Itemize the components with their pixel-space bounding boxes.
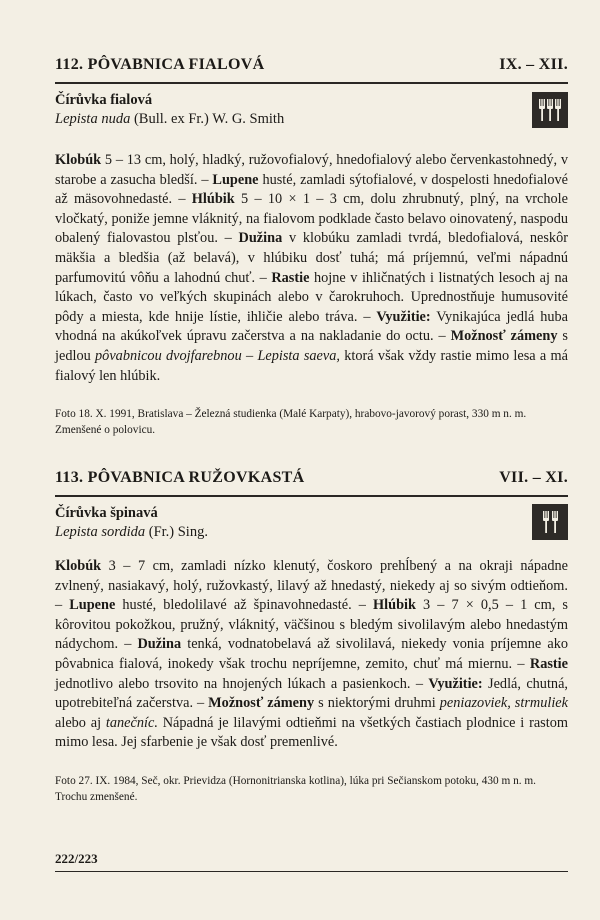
- field-label: Rastie: [271, 269, 310, 286]
- season-range: VII. – XI.: [499, 469, 568, 486]
- field-label: Možnosť zámeny: [208, 695, 315, 712]
- species-reference: tanečníc.: [105, 714, 158, 731]
- field-label: Dužina: [238, 230, 283, 247]
- field-text: Nápadná je lilavými odtieňmi na všetkých častiach plodnice i rastom mimo lesa. Jej sfarbenie je však dosť premenlivé.: [55, 714, 568, 751]
- species-title: 113. PÔVABNICA RUŽOVKASTÁ: [55, 469, 305, 486]
- latin-binomial: Lepista nuda: [55, 111, 131, 127]
- utensils-icon: [532, 504, 568, 540]
- field-text: ktorá však vždy rastie mimo lesa a má fialový len hlúbik.: [55, 347, 568, 384]
- species-reference: pôvabnicou dvojfarebnou – Lepista saeva,: [95, 347, 340, 364]
- footer-rule: [55, 871, 568, 872]
- field-text: jednotlivo alebo trsovito na hnojených lúkach a pasienkoch. –: [55, 675, 429, 692]
- field-text: husté, zamladi sýtofialové, v dospelosti hnedofialové až mäsovohnedasté. –: [55, 171, 568, 208]
- taxon-author: (Bull. ex Fr.) W. G. Smith: [130, 111, 285, 127]
- taxon-author: (Fr.) Sing.: [145, 524, 208, 540]
- field-label: Dužina: [137, 636, 182, 653]
- field-label: Využitie:: [428, 675, 483, 692]
- heading-rule: [55, 495, 568, 497]
- field-label: Možnosť zámeny: [450, 328, 558, 345]
- entry-heading: [55, 56, 568, 74]
- field-label: Využitie:: [376, 308, 431, 325]
- field-label: Klobúk: [55, 152, 102, 168]
- latin-name: [55, 524, 208, 541]
- field-label: Hlúbik: [191, 191, 235, 208]
- page-number: 222/223: [55, 851, 98, 866]
- season-range: IX. – XII.: [499, 56, 568, 73]
- photo-caption: Foto 18. X. 1991, Bratislava – Železná studienka (Malé Karpaty), hrabovo-javorový porast, 330 m n. m. Zmenšené o polovicu.: [55, 408, 527, 436]
- latin-name: [55, 111, 284, 128]
- field-text: Jedlá, chutná, upotrebiteľná začerstva. –: [55, 675, 568, 712]
- entry-heading: [55, 469, 568, 487]
- field-label: Hlúbik: [373, 597, 416, 614]
- field-text: Vynikajúca jedlá huba vhodná na akúkoľvek úpravu začerstva a na nakladanie do octu. –: [55, 308, 568, 345]
- field-text: s jedlou: [55, 328, 568, 364]
- photo-caption: Foto 27. IX. 1984, Seč, okr. Prievidza (Hornonitrianska kotlina), lúka pri Sečianskom potoku, 430 m n. m. Trochu zmenšené.: [55, 775, 536, 803]
- czech-name: Čírůvka špinavá: [55, 505, 158, 521]
- field-text: 3 – 7 × 0,5 – 1 cm, s kôrovitou pokožkou, pružný, vláknitý, väčšinou s bledým sivolilavým alebo hnedastým nádychom. –: [55, 597, 568, 653]
- field-label: Lupene: [69, 597, 116, 614]
- latin-binomial: Lepista sordida: [55, 524, 146, 540]
- field-text: 5 – 10 × 1 – 3 cm, dolu zhrubnutý, plný, na vrchole vločkatý, poniže jemne vláknitý, na fialovom podklade často belavo oinovatený, naspodu obalený fialovastou plsťou. –: [55, 191, 568, 247]
- field-text: tenká, vodnatobelavá až sivolilavá, niekedy vonia príjemne ako pôvabnica fialová, inokedy však trochu nepríjemne, zemito, chuť má miernu. –: [55, 636, 568, 672]
- heading-rule: [55, 82, 568, 84]
- species-reference: peniazoviek, strmuliek: [439, 695, 569, 712]
- species-description: [55, 557, 568, 753]
- field-text: 5 – 13 cm, holý, hladký, ružovofialový, hnedofialový alebo červenkastohnedý, v starobe a zasucha bledší. –: [55, 152, 568, 188]
- field-text: v klobúku zamladi tvrdá, bledofialová, neskôr mäkšia a bledšia (až belavá), v hlúbiku dosť tuhá; má príjemnú, veľmi nápadnú parfumovitú vôňu a lahodnú chuť. –: [55, 230, 568, 286]
- field-text: 3 – 7 cm, zamladi nízko klenutý, čoskoro prehĺbený a na okraji nápadne zvlnený, nasiakavý, holý, ružovkastý, lilavý až hnedastý, niekedy aj so sivým odtieňom. –: [55, 558, 568, 614]
- field-label: Rastie: [529, 655, 568, 672]
- field-text: husté, bledolilavé až špinavohnedasté. –: [115, 597, 374, 614]
- utensils-icon: [532, 92, 568, 128]
- czech-name: Čírůvka fialová: [55, 92, 153, 108]
- field-text: alebo aj: [55, 714, 106, 731]
- field-label: Klobúk: [55, 558, 102, 574]
- field-text: hojne v ihličnatých i listnatých lesoch aj na lúkach, často vo veľkých skupinách alebo v čarokruhoch. Uprednostňuje humusovité pôdy a miesta, kde hnije lístie, ihličie alebo tráva. –: [55, 269, 569, 325]
- species-description: [55, 151, 568, 386]
- species-title: 112. PÔVABNICA FIALOVÁ: [55, 56, 265, 73]
- field-label: Lupene: [212, 171, 259, 188]
- field-text: s niektorými druhmi: [314, 695, 440, 712]
